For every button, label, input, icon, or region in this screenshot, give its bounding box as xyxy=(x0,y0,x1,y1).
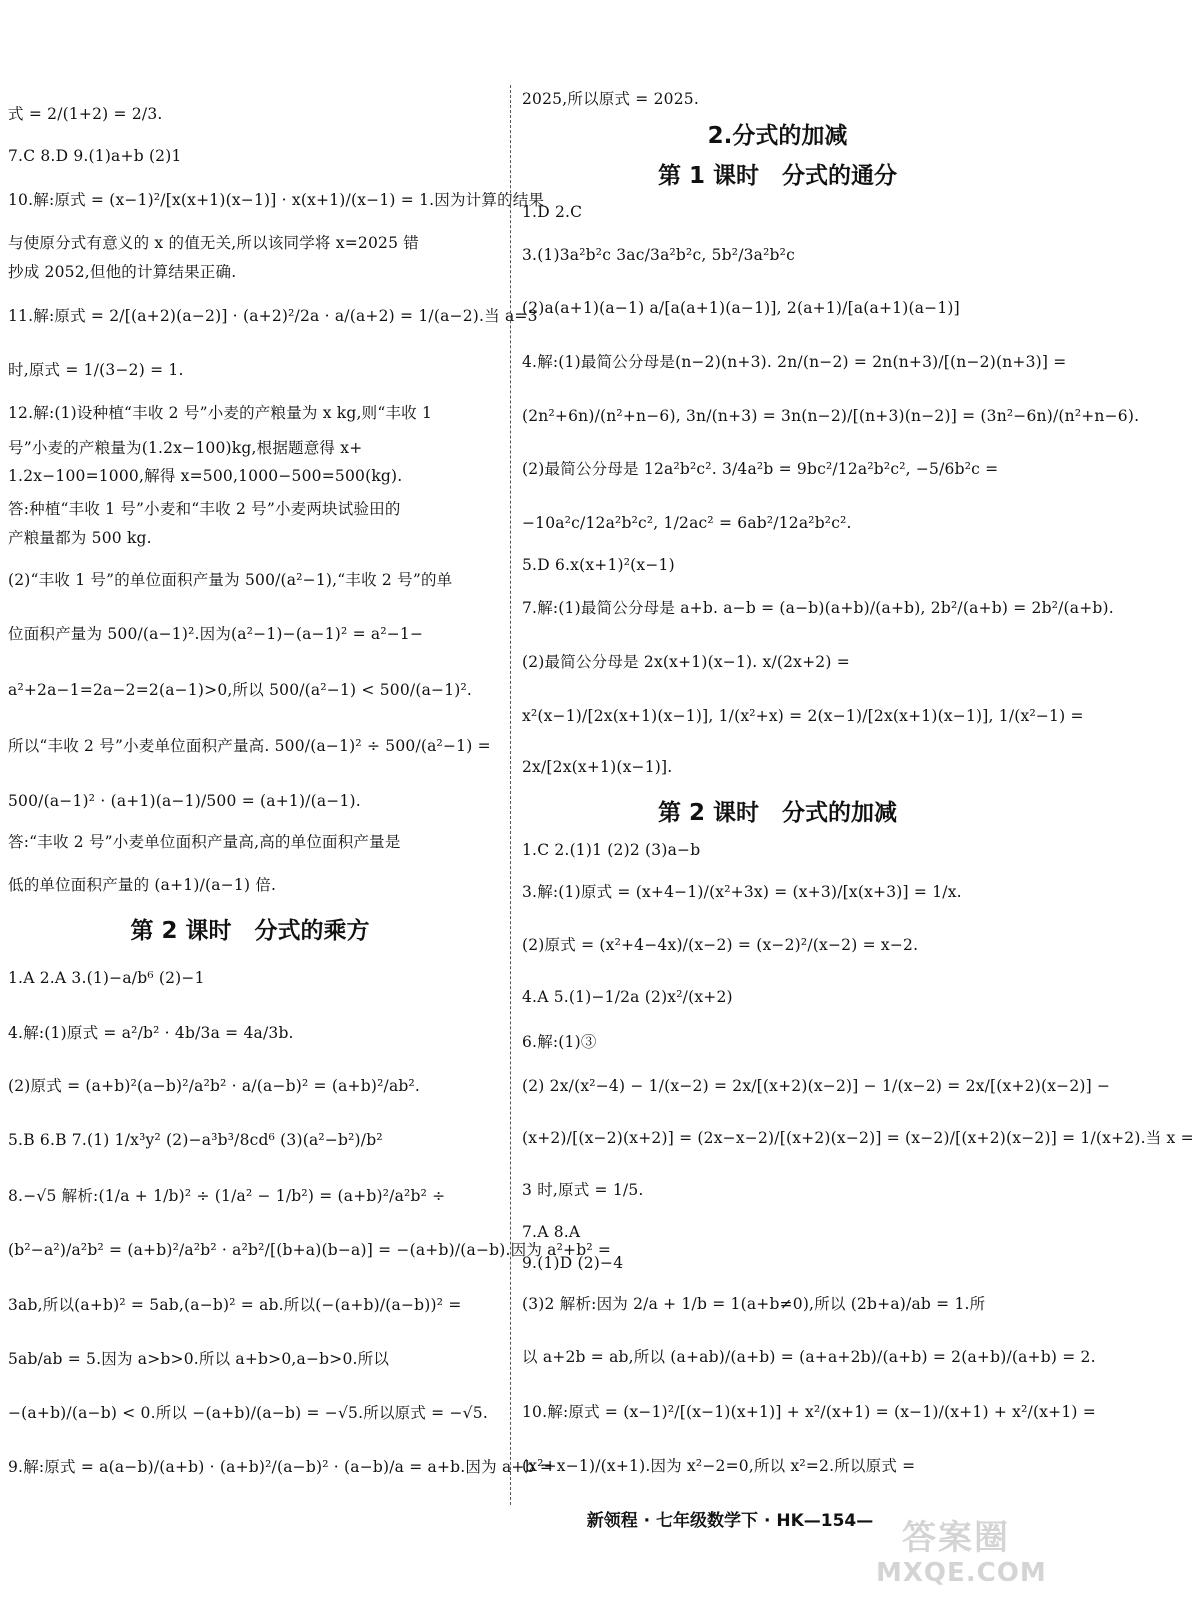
text-line: 8.−√5 解析:(1/a + 1/b)² ÷ (1/a² − 1/b²) = (a+b)²/a²b² ÷ xyxy=(8,1187,446,1205)
text-line: 产粮量都为 500 kg. xyxy=(8,529,152,547)
text-line: 低的单位面积产量的 (a+1)/(a−1) 倍. xyxy=(8,876,277,894)
column-divider xyxy=(510,85,511,1505)
text-line: (2)最简公分母是 12a²b²c². 3/4a²b = 9bc²/12a²b²c², −5/6b²c = xyxy=(522,460,999,478)
text-line: 号”小麦的产粮量为(1.2x−100)kg,根据题意得 x+ xyxy=(8,439,363,457)
text-line: 答:种植“丰收 1 号”小麦和“丰收 2 号”小麦两块试验田的 xyxy=(8,500,401,518)
text-line: 500/(a−1)² · (a+1)(a−1)/500 = (a+1)/(a−1). xyxy=(8,792,361,810)
watermark-text: 答案圈 xyxy=(902,1518,1010,1558)
text-line: 2025,所以原式 = 2025. xyxy=(522,90,699,108)
text-line: 9.解:原式 = a(a−b)/(a+b) · (a+b)²/(a−b)² · (a−b)/a = a+b.因为 a+b = xyxy=(8,1458,554,1476)
text-line: −(a+b)/(a−b) < 0.所以 −(a+b)/(a−b) = −√5.所以原式 = −√5. xyxy=(8,1404,488,1422)
text-line: 1.A 2.A 3.(1)−a/b⁶ (2)−1 xyxy=(8,969,205,987)
watermark-logo xyxy=(876,1510,1047,1594)
section-heading: 第 2 课时 分式的乘方 xyxy=(130,918,370,944)
text-line: (2) 2x/(x²−4) − 1/(x−2) = 2x/[(x+2)(x−2)] − 1/(x−2) = 2x/[(x+2)(x−2)] − xyxy=(522,1077,1111,1095)
text-line: (2)a(a+1)(a−1) a/[a(a+1)(a−1)], 2(a+1)/[a(a+1)(a−1)] xyxy=(522,299,960,317)
text-line: −10a²c/12a²b²c², 1/2ac² = 6ab²/12a²b²c². xyxy=(522,514,852,532)
text-line: 5.D 6.x(x+1)²(x−1) xyxy=(522,556,675,574)
text-line: (x²+x−1)/(x+1).因为 x²−2=0,所以 x²=2.所以原式 = xyxy=(522,1457,916,1475)
text-line: 时,原式 = 1/(3−2) = 1. xyxy=(8,361,184,379)
text-line: 4.A 5.(1)−1/2a (2)x²/(x+2) xyxy=(522,988,733,1006)
text-line: a²+2a−1=2a−2=2(a−1)>0,所以 500/(a²−1) < 500/(a−1)². xyxy=(8,681,473,699)
text-line: 3 时,原式 = 1/5. xyxy=(522,1181,644,1199)
text-line: 以 a+2b = ab,所以 (a+ab)/(a+b) = (a+a+2b)/(a+b) = 2(a+b)/(a+b) = 2. xyxy=(522,1348,1096,1366)
text-line: 抄成 2052,但他的计算结果正确. xyxy=(8,263,237,281)
text-line: (2)原式 = (a+b)²(a−b)²/a²b² · a/(a−b)² = (a+b)²/ab². xyxy=(8,1077,421,1095)
section-heading: 第 2 课时 分式的加减 xyxy=(657,800,898,826)
text-line: 9.(1)D (2)−4 xyxy=(522,1254,624,1272)
text-line: 1.D 2.C xyxy=(522,203,583,221)
text-line: 10.解:原式 = (x−1)²/[x(x+1)(x−1)] · x(x+1)/(x−1) = 1.因为计算的结果 xyxy=(8,191,545,209)
section-heading: 2.分式的加减 xyxy=(707,123,848,149)
section-heading: 第 1 课时 分式的通分 xyxy=(657,163,898,189)
text-line: 5ab/ab = 5.因为 a>b>0.所以 a+b>0,a−b>0.所以 xyxy=(8,1350,390,1368)
text-line: 11.解:原式 = 2/[(a+2)(a−2)] · (a+2)²/2a · a/(a+2) = 1/(a−2).当 a=3 xyxy=(8,307,538,325)
text-line: 7.A 8.A xyxy=(522,1223,581,1241)
text-line: (3)2 解析:因为 2/a + 1/b = 1(a+b≠0),所以 (2b+a)/ab = 1.所 xyxy=(522,1295,986,1313)
text-line: (2)“丰收 1 号”的单位面积产量为 500/(a²−1),“丰收 2 号”的单 xyxy=(8,571,453,589)
text-line: 7.解:(1)最简公分母是 a+b. a−b = (a−b)(a+b)/(a+b), 2b²/(a+b) = 2b²/(a+b). xyxy=(522,599,1114,617)
text-line: (2n²+6n)/(n²+n−6), 3n/(n+3) = 3n(n−2)/[(n+3)(n−2)] = (3n²−6n)/(n²+n−6). xyxy=(522,407,1140,425)
text-line: 3.(1)3a²b²c 3ac/3a²b²c, 5b²/3a²b²c xyxy=(522,246,795,264)
text-line: (2)最简公分母是 2x(x+1)(x−1). x/(2x+2) = xyxy=(522,653,850,671)
text-line: 3ab,所以(a+b)² = 5ab,(a−b)² = ab.所以(−(a+b)/(a−b))² = xyxy=(8,1296,462,1314)
text-line: 3.解:(1)原式 = (x+4−1)/(x²+3x) = (x+3)/[x(x+3)] = 1/x. xyxy=(522,883,962,901)
watermark-url: MXQE.COM xyxy=(876,1558,1047,1588)
text-line: 所以“丰收 2 号”小麦单位面积产量高. 500/(a−1)² ÷ 500/(a²−1) = xyxy=(8,737,491,755)
text-line: 4.解:(1)最简公分母是(n−2)(n+3). 2n/(n−2) = 2n(n+3)/[(n−2)(n+3)] = xyxy=(522,353,1067,371)
text-line: 与使原分式有意义的 x 的值无关,所以该同学将 x=2025 错 xyxy=(8,234,419,252)
text-line: 7.C 8.D 9.(1)a+b (2)1 xyxy=(8,147,182,165)
text-line: 1.2x−100=1000,解得 x=500,1000−500=500(kg). xyxy=(8,467,403,485)
text-line: 2x/[2x(x+1)(x−1)]. xyxy=(522,758,673,776)
text-line: 位面积产量为 500/(a−1)².因为(a²−1)−(a−1)² = a²−1− xyxy=(8,625,424,643)
text-line: 4.解:(1)原式 = a²/b² · 4b/3a = 4a/3b. xyxy=(8,1024,294,1042)
text-line: (x+2)/[(x−2)(x+2)] = (2x−x−2)/[(x+2)(x−2)] = (x−2)/[(x+2)(x−2)] = 1/(x+2).当 x = xyxy=(522,1129,1194,1147)
text-line: x²(x−1)/[2x(x+1)(x−1)], 1/(x²+x) = 2(x−1)/[2x(x+1)(x−1)], 1/(x²−1) = xyxy=(522,707,1084,725)
text-line: (2)原式 = (x²+4−4x)/(x−2) = (x−2)²/(x−2) = x−2. xyxy=(522,936,919,954)
text-line: 式 = 2/(1+2) = 2/3. xyxy=(8,105,163,123)
text-line: 5.B 6.B 7.(1) 1/x³y² (2)−a³b³/8cd⁶ (3)(a²−b²)/b² xyxy=(8,1131,383,1149)
text-line: 1.C 2.(1)1 (2)2 (3)a−b xyxy=(522,841,701,859)
page-footer: 新领程 · 七年级数学下 · HK—154— xyxy=(586,1511,874,1531)
text-line: 12.解:(1)设种植“丰收 2 号”小麦的产粮量为 x kg,则“丰收 1 xyxy=(8,404,433,422)
text-line: 6.解:(1)③ xyxy=(522,1033,597,1051)
text-line: (b²−a²)/a²b² = (a+b)²/a²b² · a²b²/[(b+a)(b−a)] = −(a+b)/(a−b).因为 a²+b² = xyxy=(8,1241,612,1259)
text-line: 10.解:原式 = (x−1)²/[(x−1)(x+1)] + x²/(x+1) = (x−1)/(x+1) + x²/(x+1) = xyxy=(522,1403,1096,1421)
text-line: 答:“丰收 2 号”小麦单位面积产量高,高的单位面积产量是 xyxy=(8,833,401,851)
